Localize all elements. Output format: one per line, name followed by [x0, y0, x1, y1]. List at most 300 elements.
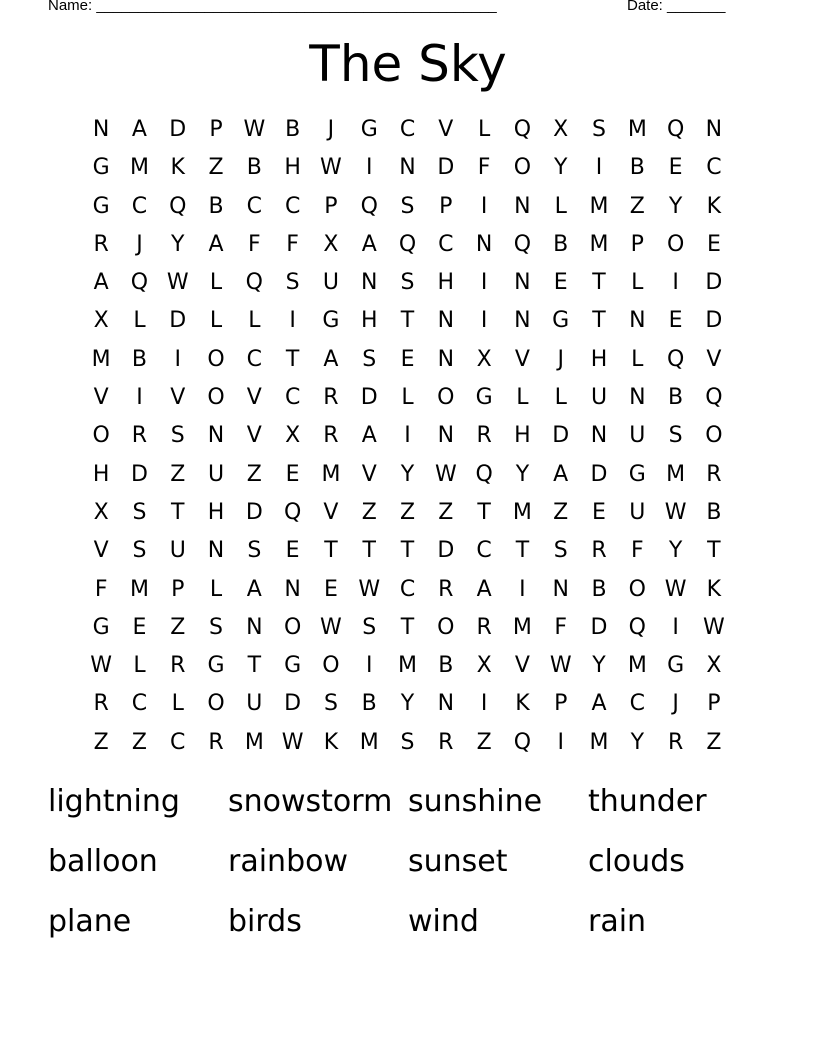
grid-letter: R	[323, 423, 339, 449]
grid-letter: I	[365, 155, 373, 181]
grid-letter: D	[360, 385, 378, 411]
grid-letter: R	[591, 538, 607, 564]
grid-letter: B	[706, 499, 722, 525]
grid-letter: Y	[515, 461, 530, 487]
grid-letter: I	[289, 308, 296, 334]
grid-letter: N	[705, 117, 723, 142]
word-bank-item: rain	[588, 904, 647, 939]
grid-letter: P	[209, 117, 223, 142]
grid-letter: I	[174, 346, 181, 372]
grid-letter: F	[286, 231, 299, 257]
grid-letter: E	[706, 231, 721, 257]
grid-letter: Q	[283, 499, 302, 525]
grid-letter: M	[129, 155, 149, 181]
grid-letter: D	[705, 308, 723, 334]
grid-letter: T	[285, 346, 300, 372]
grid-letter: W	[281, 729, 304, 755]
grid-letter: G	[92, 614, 110, 640]
grid-letter: I	[672, 270, 679, 296]
grid-letter: Y	[668, 193, 683, 219]
grid-letter: G	[667, 653, 685, 679]
grid-letter: J	[136, 231, 143, 257]
grid-letter: U	[629, 499, 646, 525]
grid-letter: N	[437, 691, 455, 717]
grid-letter: A	[591, 691, 607, 717]
grid-letter: G	[552, 308, 570, 334]
grid-letter: O	[437, 614, 455, 640]
word-bank-item: balloon	[48, 844, 158, 879]
grid-letter: F	[630, 538, 644, 564]
grid-letter: T	[400, 308, 415, 334]
grid-letter: C	[246, 193, 263, 219]
grid-letter: G	[475, 385, 493, 411]
grid-letter: U	[169, 538, 186, 564]
grid-letter: C	[131, 691, 148, 717]
grid-letter: T	[400, 614, 415, 640]
grid-letter: I	[672, 614, 679, 640]
grid-letter: S	[553, 538, 568, 564]
grid-letter: I	[557, 729, 564, 755]
grid-letter: L	[401, 385, 414, 411]
grid-letter: Y	[668, 538, 683, 564]
grid-letter: S	[400, 729, 415, 755]
grid-letter: D	[437, 155, 455, 181]
grid-letter: M	[398, 653, 418, 679]
grid-letter: E	[668, 155, 683, 181]
grid-letter: G	[207, 653, 225, 679]
grid-letter: Q	[666, 346, 685, 372]
grid-letter: Q	[360, 193, 378, 219]
grid-letter: M	[627, 653, 647, 679]
grid-letter: S	[132, 499, 147, 525]
grid-letter: V	[170, 385, 186, 411]
grid-letter: F	[94, 576, 108, 602]
grid-letter: H	[92, 461, 110, 487]
grid-letter: K	[706, 193, 722, 219]
grid-letter: N	[437, 308, 455, 334]
grid-letter: O	[322, 653, 340, 679]
grid-letter: L	[248, 308, 261, 334]
grid-letter: N	[437, 346, 455, 372]
grid-letter: Y	[630, 729, 645, 755]
grid-letter: U	[246, 691, 263, 717]
word-bank-item: wind	[408, 904, 479, 939]
grid-letter: M	[589, 729, 609, 755]
grid-letter: D	[590, 461, 608, 487]
word-bank-item: lightning	[48, 784, 180, 819]
grid-letter: N	[552, 576, 569, 602]
grid-letter: M	[359, 729, 379, 755]
grid-letter: V	[93, 385, 109, 411]
grid-letter: M	[666, 461, 686, 487]
grid-letter: S	[668, 423, 683, 449]
grid-letter: G	[360, 117, 378, 142]
grid-letter: B	[668, 385, 684, 411]
grid-letter: K	[323, 729, 339, 755]
word-bank-item: rainbow	[228, 844, 348, 879]
grid-letter: U	[322, 270, 339, 296]
grid-letter: Z	[131, 729, 147, 755]
grid-letter: O	[705, 423, 723, 449]
grid-letter: N	[207, 538, 225, 564]
grid-letter: E	[323, 576, 338, 602]
grid-letter: S	[170, 423, 185, 449]
grid-letter: P	[439, 193, 453, 219]
grid-letter: X	[476, 653, 492, 679]
grid-letter: N	[284, 576, 301, 602]
grid-letter: S	[592, 117, 606, 142]
grid-letter: N	[590, 423, 608, 449]
grid-letter: F	[248, 231, 261, 257]
grid-letter: W	[166, 270, 189, 296]
grid-letter: N	[514, 270, 531, 296]
grid-letter: N	[399, 155, 416, 181]
grid-letter: V	[361, 461, 377, 487]
grid-letter: T	[324, 538, 338, 564]
grid-letter: H	[360, 308, 378, 334]
grid-letter: C	[284, 193, 301, 219]
grid-letter: P	[171, 576, 185, 602]
grid-letter: I	[365, 653, 373, 679]
grid-letter: T	[592, 308, 606, 334]
grid-letter: Q	[169, 193, 187, 219]
grid-letter: R	[323, 385, 339, 411]
grid-letter: A	[93, 270, 109, 296]
grid-letter: V	[438, 117, 454, 142]
grid-letter: L	[631, 270, 644, 296]
grid-letter: D	[245, 499, 263, 525]
grid-letter: X	[93, 308, 109, 334]
grid-letter: X	[93, 499, 109, 525]
header-row	[48, 0, 748, 19]
grid-letter: S	[400, 193, 415, 219]
grid-letter: G	[92, 193, 110, 219]
grid-letter: Z	[553, 499, 569, 525]
grid-letter: F	[554, 614, 568, 640]
grid-letter: L	[516, 385, 529, 411]
grid-letter: I	[404, 423, 411, 449]
grid-letter: N	[514, 308, 531, 334]
grid-letter: L	[477, 117, 491, 142]
grid-letter: A	[361, 423, 377, 449]
grid-letter: Z	[246, 461, 262, 487]
grid-letter: S	[285, 270, 300, 296]
grid-letter: W	[320, 614, 342, 640]
grid-letter: V	[706, 346, 722, 372]
grid-letter: M	[321, 461, 341, 487]
grid-letter: B	[246, 155, 262, 181]
grid-letter: I	[480, 691, 488, 717]
grid-letter: Z	[361, 499, 377, 525]
grid-letter: O	[207, 346, 225, 372]
grid-letter: H	[207, 499, 225, 525]
grid-letter: M	[244, 729, 264, 755]
grid-letter: A	[323, 346, 339, 372]
page-title: The Sky	[309, 35, 507, 93]
grid-letter: R	[706, 461, 722, 487]
grid-letter: Q	[475, 461, 493, 487]
grid-letter: I	[136, 385, 143, 411]
grid-letter: O	[207, 385, 225, 411]
grid-letter: D	[437, 538, 455, 564]
grid-letter: I	[519, 576, 526, 602]
grid-letter: S	[323, 691, 338, 717]
grid-letter: Z	[208, 155, 224, 181]
grid-letter: E	[132, 614, 147, 640]
word-bank-item: plane	[48, 904, 132, 939]
grid-letter: B	[208, 193, 224, 219]
grid-letter: Y	[400, 691, 415, 717]
grid-letter: O	[92, 423, 110, 449]
grid-letter: D	[130, 461, 148, 487]
grid-letter: B	[553, 231, 569, 257]
grid-letter: I	[480, 270, 488, 296]
grid-letter: J	[672, 691, 679, 717]
date-field-label: Date: _______	[627, 0, 726, 14]
grid-letter: S	[247, 538, 262, 564]
grid-letter: L	[554, 385, 567, 411]
grid-letter: Z	[438, 499, 454, 525]
grid-letter: I	[480, 193, 488, 219]
grid-letter: F	[477, 155, 491, 181]
grid-letter: R	[438, 576, 454, 602]
grid-letter: R	[93, 231, 109, 257]
grid-letter: C	[629, 691, 645, 717]
grid-letter: G	[92, 155, 110, 181]
grid-letter: D	[552, 423, 570, 449]
grid-letter: K	[515, 691, 530, 717]
grid-letter: B	[591, 576, 607, 602]
grid-letter: D	[169, 117, 187, 142]
grid-letter: R	[476, 614, 492, 640]
grid-letter: A	[131, 117, 147, 142]
grid-letter: M	[512, 614, 532, 640]
grid-letter: L	[133, 308, 146, 334]
word-bank	[48, 772, 768, 952]
grid-letter: P	[707, 691, 721, 717]
grid-letter: W	[358, 576, 381, 602]
grid-letter: T	[592, 270, 606, 296]
grid-letter: K	[170, 155, 185, 181]
grid-letter: Z	[170, 461, 186, 487]
grid-letter: B	[131, 346, 147, 372]
grid-letter: N	[437, 423, 455, 449]
grid-letter: A	[553, 461, 569, 487]
word-bank-item: sunshine	[408, 784, 543, 819]
grid-letter: E	[668, 308, 683, 334]
grid-letter: O	[207, 691, 225, 717]
grid-letter: V	[93, 538, 109, 564]
grid-letter: M	[91, 346, 111, 372]
grid-letter: R	[476, 423, 492, 449]
grid-letter: B	[285, 117, 301, 142]
grid-letter: S	[132, 538, 147, 564]
grid-letter: W	[549, 653, 572, 679]
grid-letter: M	[129, 576, 149, 602]
word-bank-item: clouds	[588, 844, 685, 879]
grid-letter: Z	[170, 614, 186, 640]
word-bank-item: birds	[228, 904, 302, 939]
grid-letter: Q	[130, 270, 149, 296]
grid-letter: D	[284, 691, 302, 717]
grid-letter: S	[362, 346, 377, 372]
grid-letter: M	[589, 231, 609, 257]
word-bank-item: snowstorm	[228, 784, 393, 819]
grid-letter: N	[360, 270, 378, 296]
grid-letter: C	[399, 576, 416, 602]
grid-letter: H	[590, 346, 608, 372]
grid-letter: M	[627, 117, 647, 142]
grid-letter: E	[400, 346, 415, 372]
word-bank-item: thunder	[588, 784, 707, 819]
grid-letter: W	[90, 653, 113, 679]
grid-letter: R	[208, 729, 224, 755]
grid-letter: G	[628, 461, 646, 487]
grid-letter: B	[438, 653, 454, 679]
grid-letter: Z	[706, 729, 722, 755]
grid-letter: L	[133, 653, 146, 679]
grid-letter: Q	[513, 729, 532, 755]
grid-letter: C	[399, 117, 416, 142]
grid-letter: W	[434, 461, 457, 487]
grid-letter: E	[285, 461, 300, 487]
grid-letter: W	[243, 117, 266, 142]
grid-letter: V	[246, 423, 262, 449]
grid-letter: W	[664, 499, 687, 525]
grid-letter: R	[667, 729, 684, 755]
grid-letter: C	[706, 155, 722, 181]
grid-letter: C	[170, 729, 186, 755]
grid-letter: A	[476, 576, 492, 602]
grid-letter: D	[705, 270, 723, 296]
grid-letter: E	[285, 538, 300, 564]
grid-letter: L	[554, 193, 567, 219]
grid-letter: R	[438, 729, 454, 755]
grid-letter: Y	[592, 653, 606, 679]
grid-letter: T	[477, 499, 491, 525]
grid-letter: R	[170, 653, 186, 679]
grid-letter: S	[209, 614, 224, 640]
letter-grid	[82, 111, 733, 762]
grid-letter: Q	[513, 231, 532, 257]
word-bank-item: sunset	[408, 844, 508, 879]
grid-letter: J	[557, 346, 564, 372]
grid-letter: M	[589, 193, 609, 219]
grid-letter: H	[514, 423, 531, 449]
grid-letter: E	[553, 270, 568, 296]
grid-letter: M	[512, 499, 532, 525]
grid-letter: J	[327, 117, 335, 142]
grid-letter: R	[93, 691, 109, 717]
grid-letter: P	[324, 193, 338, 219]
grid-letter: C	[246, 346, 263, 372]
grid-letter: C	[476, 538, 492, 564]
grid-letter: C	[284, 385, 301, 411]
grid-letter: Z	[629, 193, 645, 219]
grid-letter: Q	[705, 385, 723, 411]
grid-letter: N	[246, 614, 263, 640]
grid-letter: S	[400, 270, 415, 296]
grid-letter: B	[629, 155, 645, 181]
grid-letter: W	[664, 576, 687, 602]
grid-letter: H	[437, 270, 455, 296]
grid-letter: V	[323, 499, 339, 525]
grid-letter: I	[480, 308, 488, 334]
grid-letter: X	[285, 423, 301, 449]
name-field-label: Name: ________________________________________________	[48, 0, 497, 14]
grid-letter: V	[514, 653, 530, 679]
grid-letter: E	[592, 499, 606, 525]
grid-letter: V	[246, 385, 262, 411]
grid-letter: L	[209, 576, 223, 602]
grid-letter: Z	[476, 729, 492, 755]
grid-letter: T	[171, 499, 185, 525]
grid-letter: G	[322, 308, 340, 334]
grid-letter: N	[475, 231, 493, 257]
grid-letter: N	[514, 193, 531, 219]
grid-letter: T	[247, 653, 262, 679]
grid-letter: Q	[513, 117, 532, 142]
grid-letter: U	[629, 423, 646, 449]
grid-letter: N	[629, 308, 646, 334]
grid-letter: H	[284, 155, 301, 181]
grid-letter: Z	[93, 729, 109, 755]
grid-letter: Q	[245, 270, 263, 296]
grid-letter: Y	[400, 461, 415, 487]
grid-letter: Q	[666, 117, 685, 142]
grid-letter: T	[707, 538, 721, 564]
grid-letter: B	[361, 691, 377, 717]
grid-letter: N	[629, 385, 646, 411]
grid-letter: W	[703, 614, 725, 640]
grid-letter: D	[169, 308, 187, 334]
grid-letter: G	[284, 653, 302, 679]
grid-letter: U	[590, 385, 608, 411]
grid-letter: X	[706, 653, 722, 679]
grid-letter: T	[400, 538, 415, 564]
grid-letter: A	[246, 576, 262, 602]
grid-letter: C	[131, 193, 148, 219]
grid-letter: Q	[628, 614, 646, 640]
grid-letter: X	[323, 231, 339, 257]
grid-letter: N	[92, 117, 110, 142]
grid-letter: A	[208, 231, 224, 257]
grid-letter: L	[209, 308, 223, 334]
grid-letter: N	[207, 423, 225, 449]
grid-letter: Q	[398, 231, 417, 257]
grid-letter: Y	[553, 155, 568, 181]
grid-letter: T	[515, 538, 530, 564]
grid-letter: W	[320, 155, 342, 181]
grid-letter: R	[131, 423, 148, 449]
grid-letter: C	[438, 231, 454, 257]
grid-letter: O	[628, 576, 646, 602]
grid-letter: A	[361, 231, 377, 257]
grid-letter: I	[595, 155, 603, 181]
grid-letter: S	[362, 614, 377, 640]
grid-letter: V	[514, 346, 530, 372]
grid-letter: L	[631, 346, 644, 372]
grid-letter: U	[207, 461, 225, 487]
grid-letter: K	[706, 576, 722, 602]
grid-letter: L	[171, 691, 184, 717]
grid-letter: O	[666, 231, 685, 257]
grid-letter: L	[209, 270, 223, 296]
grid-letter: P	[554, 691, 568, 717]
grid-letter: X	[553, 117, 569, 142]
grid-letter: T	[362, 538, 376, 564]
grid-letter: P	[630, 231, 644, 257]
